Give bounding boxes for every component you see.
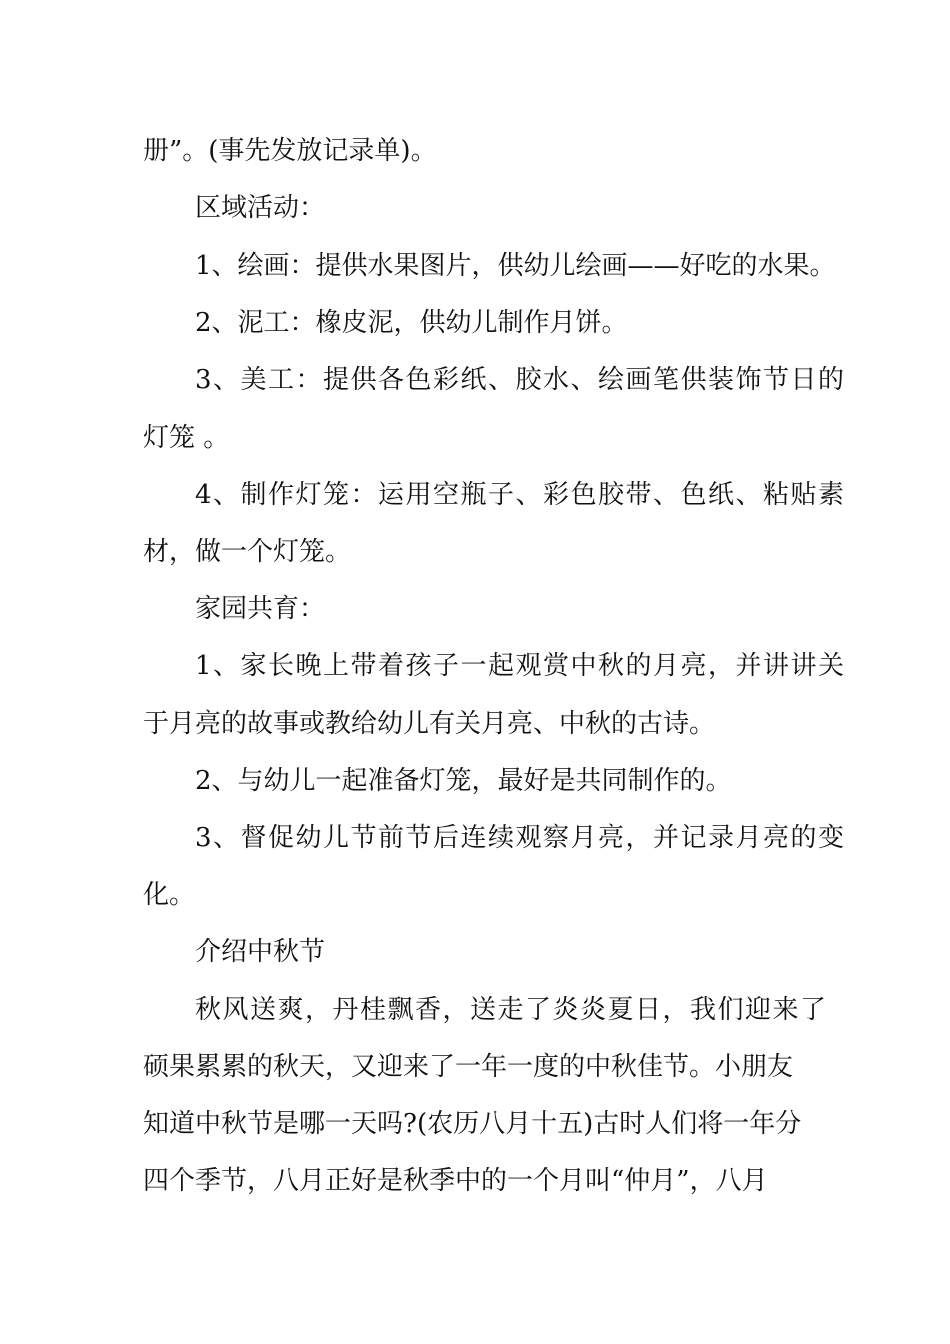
text-line: 3、督促幼儿节前节后连续观察月亮，并记录月亮的变 (195, 823, 846, 853)
text-line: 材，做一个灯笼。 (143, 537, 352, 567)
text-line: 2、泥工：橡皮泥，供幼儿制作月饼。 (195, 308, 628, 338)
text-line: 3、美工：提供各色彩纸、胶水、绘画笔供装饰节日的 (195, 365, 846, 395)
text-line: 2、与幼儿一起准备灯笼，最好是共同制作的。 (195, 766, 732, 796)
text-line: 化。 (143, 880, 196, 910)
text-line: 于月亮的故事或教给幼儿有关月亮、中秋的古诗。 (143, 709, 716, 739)
text-line: 秋风送爽，丹桂飘香，送走了炎炎夏日，我们迎来了 (195, 995, 828, 1025)
text-line: 册”。(事先发放记录单)。 (143, 136, 437, 166)
text-line: 4、制作灯笼：运用空瓶子、彩色胶带、色纸、粘贴素 (195, 480, 846, 510)
text-line: 1、绘画：提供水果图片，供幼儿绘画——好吃的水果。 (195, 251, 836, 281)
text-line: 灯笼 。 (143, 423, 230, 453)
text-line: 知道中秋节是哪一天吗?(农历八月十五)古时人们将一年分 (143, 1109, 802, 1139)
section-heading: 区域活动： (195, 193, 326, 223)
text-line: 1、家长晚上带着孩子一起观赏中秋的月亮，并讲讲关 (195, 651, 846, 681)
section-heading: 家园共育： (195, 594, 326, 624)
section-heading: 介绍中秋节 (195, 937, 326, 967)
text-line: 四个季节，八月正好是秋季中的一个月叫“仲月”，八月 (143, 1166, 768, 1196)
text-line: 硕果累累的秋天，又迎来了一年一度的中秋佳节。小朋友 (143, 1052, 794, 1082)
